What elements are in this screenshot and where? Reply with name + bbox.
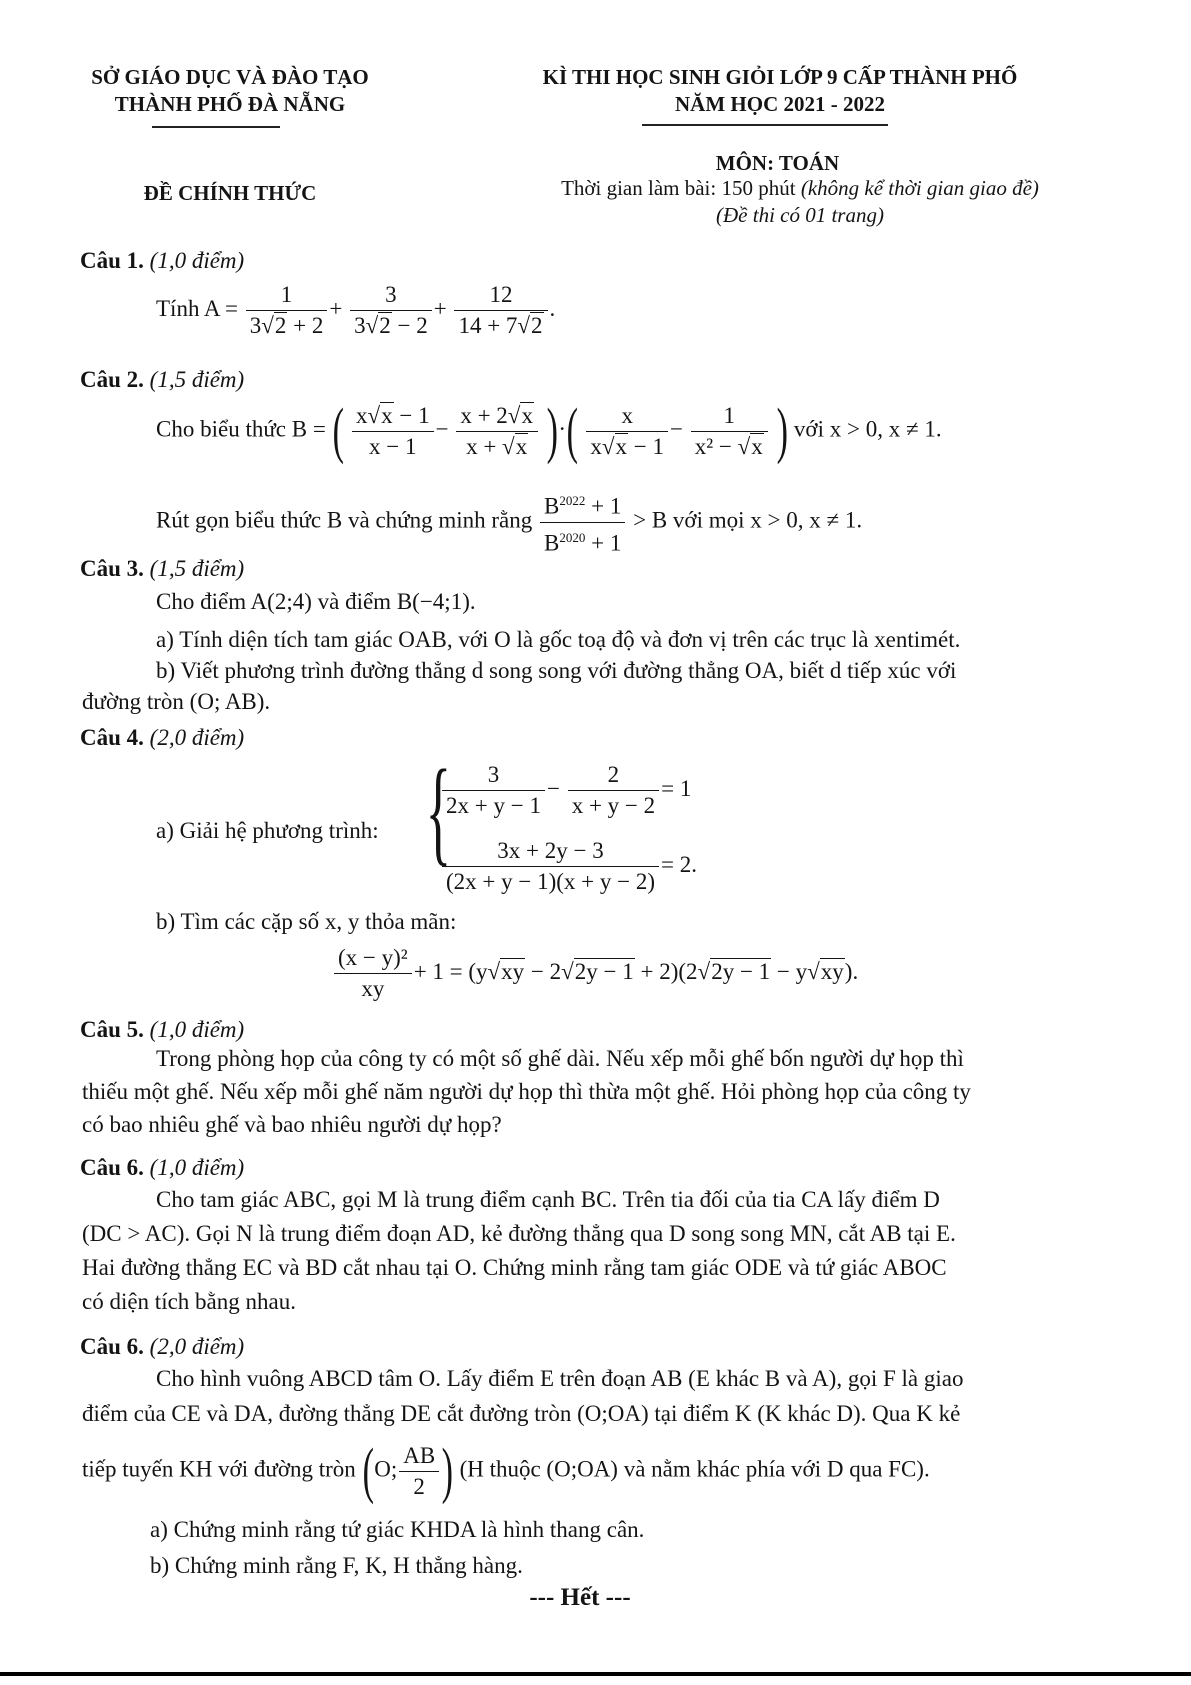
system-brace: {	[425, 745, 452, 876]
end-marker: --- Hết ---	[529, 1584, 631, 1611]
q7-line1: Cho hình vuông ABCD tâm O. Lấy điểm E trên đoạn AB (E khác B và A), gọi F là giao	[156, 1366, 964, 1391]
header-left-underline	[152, 126, 280, 128]
q6-line4: có diện tích bằng nhau.	[82, 1289, 296, 1314]
exam-title: KÌ THI HỌC SINH GIỎI LỚP 9 CẤP THÀNH PHỐ	[542, 65, 1018, 89]
q1-label: Câu 1.	[80, 248, 144, 273]
q4-b-equation: $\frac{\text{(x − y)²}}{xy}$ + 1 = (y√xy − 2√2y − 1 + 2)(2√2y − 1 − y√xy).	[332, 943, 858, 1004]
time-info	[480, 176, 1120, 201]
q6-line1: Cho tam giác ABC, gọi M là trung điểm cạnh BC. Trên tia đối của tia CA lấy điểm D	[156, 1187, 940, 1212]
q4-equation-2: $\frac{3x + 2y - 3}{(2x + y - 1)(x + y - 2)}$ = 2.	[440, 836, 697, 897]
q3-points: (1,5 điểm)	[149, 556, 245, 581]
q2-formula: Cho biểu thức B = ( $\frac{x√x - 1}{x - 1}$ − $\frac{x + 2√x}{x + √x}$ )·( $\frac{x}{x√x - 1}$ − $\frac{1}{\text{x² − √x}}$ ) với x > 0, x ≠ 1.	[156, 397, 942, 465]
q7-label: Câu 6.	[80, 1334, 144, 1359]
q5-line2: thiếu một ghế. Nếu xếp mỗi ghế năm người dự họp thì thừa một ghế. Hỏi phòng họp của công ty	[82, 1079, 971, 1104]
q1-formula: Tính A = $\frac{1}{3√2 + 2}$ + $\frac{3}{3√2 - 2}$ + $\frac{12}{14 + 7√2}$ .	[156, 282, 556, 338]
q4-b-text: b) Tìm các cặp số x, y thỏa mãn:	[156, 909, 457, 934]
school-year: NĂM HỌC 2021 - 2022	[675, 92, 885, 116]
q7-line2: điểm của CE và DA, đường thẳng DE cắt đường tròn (O;OA) tại điểm K (K khác D). Qua K kẻ	[82, 1401, 961, 1426]
q4-points: (2,0 điểm)	[149, 725, 245, 750]
q4-label: Câu 4.	[80, 725, 144, 750]
q5-label: Câu 5.	[80, 1017, 144, 1042]
q2-line2-text: Rút gọn biểu thức B và chứng minh rằng	[156, 507, 533, 533]
q1-text: Tính	[156, 295, 200, 321]
q3-intro: Cho điểm A(2;4) và điểm B(−4;1).	[156, 589, 476, 614]
subject: MÔN: TOÁN	[715, 151, 840, 175]
q1-points: (1,0 điểm)	[149, 248, 245, 273]
header-right-underline	[642, 124, 888, 126]
q3-heading	[80, 556, 244, 582]
header-left	[70, 64, 390, 118]
q3-b-line2: đường tròn (O; AB).	[82, 689, 271, 714]
q2-label: Câu 2.	[80, 367, 144, 392]
pages-note: (Đề thi có 01 trang)	[716, 203, 884, 227]
q2-line2-end: > B với mọi x > 0, x ≠ 1.	[633, 507, 863, 533]
time-note: (không kể thời gian giao đề)	[800, 176, 1039, 200]
q7-heading	[80, 1334, 244, 1360]
official-label: ĐỀ CHÍNH THỨC	[143, 181, 317, 205]
q3-b-line1: b) Viết phương trình đường thẳng d song song với đường thẳng OA, biết d tiếp xúc với	[156, 658, 957, 683]
bottom-border	[0, 1672, 1191, 1676]
q4-a-text: a) Giải hệ phương trình:	[156, 818, 379, 843]
q7-line3: tiếp tuyến KH với đường tròn (O; $\frac{AB}{2}$ ) (H thuộc (O;OA) và nằm khác phía với D qua FC).	[82, 1437, 930, 1505]
q2-line2: Rút gọn biểu thức B và chứng minh rằng $\frac{B^{2022} + 1}{B^{2020} + 1}$ > B với mọi x > 0, x ≠ 1.	[156, 486, 862, 558]
q5-line3: có bao nhiêu ghế và bao nhiêu người dự họp?	[82, 1112, 502, 1137]
q7-line3-end: (H thuộc (O;OA) và nằm khác phía với D qua FC).	[459, 1456, 930, 1482]
q5-points: (1,0 điểm)	[149, 1017, 245, 1042]
q6-points: (1,0 điểm)	[149, 1155, 245, 1180]
q6-line3: Hai đường thẳng EC và BD cắt nhau tại O. Chứng minh rằng tam giác ODE và tứ giác ABOC	[82, 1255, 947, 1280]
time-label: Thời gian làm bài: 150 phút	[561, 176, 801, 200]
q7-line3-start: tiếp tuyến KH với đường tròn	[82, 1456, 356, 1482]
q7-b: b) Chứng minh rằng F, K, H thẳng hàng.	[150, 1553, 523, 1578]
q4-equation-1: $\frac{3}{2x + y - 1}$ − $\frac{2}{x + y - 2}$ = 1	[440, 760, 691, 821]
q6-heading	[80, 1155, 244, 1181]
q6-label: Câu 6.	[80, 1155, 144, 1180]
q2-points: (1,5 điểm)	[149, 367, 245, 392]
department-name: SỞ GIÁO DỤC VÀ ĐÀO TẠO	[91, 65, 369, 89]
q7-a: a) Chứng minh rằng tứ giác KHDA là hình thang cân.	[150, 1517, 645, 1542]
q5-heading	[80, 1017, 244, 1043]
q1-heading	[80, 248, 244, 274]
q3-label: Câu 3.	[80, 556, 144, 581]
q2-intro: Cho biểu thức	[156, 416, 287, 442]
q5-line1: Trong phòng họp của công ty có một số ghế dài. Nếu xếp mỗi ghế bốn người dự họp thì	[156, 1046, 964, 1071]
q4-heading	[80, 725, 244, 751]
q7-points: (2,0 điểm)	[149, 1334, 245, 1359]
q2-condition: với x > 0, x ≠ 1.	[793, 416, 942, 442]
q2-heading	[80, 367, 244, 393]
header-right	[470, 64, 1090, 118]
q3-a: a) Tính diện tích tam giác OAB, với O là gốc toạ độ và đơn vị trên các trục là xentimét.	[156, 627, 961, 652]
city-name: THÀNH PHỐ ĐÀ NẴNG	[114, 92, 346, 116]
q6-line2: (DC > AC). Gọi N là trung điểm đoạn AD, kẻ đường thẳng qua D song song MN, cắt AB tại E.	[82, 1221, 956, 1246]
